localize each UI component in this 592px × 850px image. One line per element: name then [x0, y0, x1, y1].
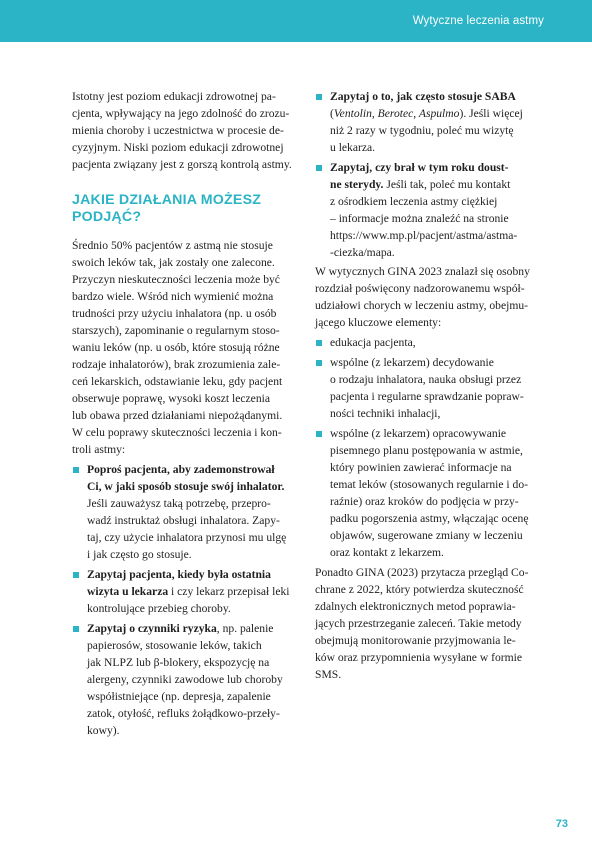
url-text: -ciezka/mapa. — [330, 246, 395, 259]
square-bullet-icon — [316, 94, 322, 100]
action-list — [72, 461, 296, 739]
text-line: obserwuje poprawę, wysoki koszt leczenia — [72, 392, 270, 405]
section-heading: JAKIE DZIAŁANIA MOŻESZ PODJĄĆ? — [72, 192, 262, 225]
square-bullet-icon — [316, 360, 322, 366]
text-line: ków oraz przypomnienia wysyłane w formie — [315, 651, 523, 664]
list-item: Zapytaj o to, jak często stosuje SABA (Ventolin, Berotec, Aspulmo). Jeśli więcej niż 2 razy w tygodniu, poleć mu wizytę u lekarza. — [315, 88, 543, 156]
text-line: Istotny jest poziom edukacji zdrowotnej pa- — [72, 90, 276, 103]
list-item: Zapytaj, czy brał w tym roku doust- ne sterydy. Jeśli tak, poleć mu kontakt z ośrodkiem leczenia astmy ciężkiej – informacje można znaleźć na stronie https://www.mp.pl/pacjent/astma/astma- -ciezka/mapa. — [315, 159, 543, 261]
text-line: zdalnych elektronicznych metod poprawia- — [315, 600, 516, 613]
right-column — [315, 88, 543, 683]
list-item: wspólne (z lekarzem) decydowanie o rodzaju inhalatora, nauka obsługi przez pacjenta i regularne sprawdzanie popraw- ności techniki inhalacji, — [315, 354, 543, 422]
text-line: obejmują monitorowanie przyjmowania le- — [315, 634, 516, 647]
text-line: Ponadto GINA (2023) przytacza przegląd Co- — [315, 566, 529, 579]
square-bullet-icon — [316, 431, 322, 437]
text-line: ceń lekarskich, odstawianie leku, gdy pacjent — [72, 375, 283, 388]
text-line: SMS. — [315, 668, 342, 681]
list-item: edukacja pacjenta, — [315, 334, 543, 351]
list-item: Zapytaj pacjenta, kiedy była ostatnia wizyta u lekarza i czy lekarz przepisał leki kontrolujące przebieg choroby. — [72, 566, 296, 617]
square-bullet-icon — [316, 340, 322, 346]
text-line: mienia choroby i uczestnictwa w procesie de- — [72, 124, 284, 137]
text-line: lub obawa przed działaniami niepożądanymi. — [72, 409, 283, 422]
body-paragraph — [72, 237, 296, 458]
text-line: Przyczyn nieskuteczności leczenia może być — [72, 273, 280, 286]
text-line: jących przestrzeganie zaleceń. Takie metody — [315, 617, 522, 630]
text-line: swoich leków tak, jak zostały one zalecone. — [72, 256, 275, 269]
text-line: rodzaje inhalatorów), brak zrozumienia zale- — [72, 358, 281, 371]
list-item: Zapytaj o czynniki ryzyka, np. palenie papierosów, stosowanie leków, takich jak NLPZ lub β-blokery, ekspozycję na alergeny, czynniki zawodowe lub choroby współistniejące (np. depresja, zapalenie zatok, otyłość, refluks żołądkowo-przeły- kowy). — [72, 620, 296, 739]
page-number: 73 — [555, 818, 568, 830]
gina-paragraph — [315, 263, 543, 331]
text-line: bardzo wiele. Wśród nich wymienić można — [72, 290, 274, 303]
running-header-title: Wytyczne leczenia astmy — [412, 15, 544, 27]
text-line: rozdział poświęcony nadzorowanemu współ- — [315, 282, 525, 295]
question-list — [315, 88, 543, 261]
square-bullet-icon — [316, 165, 322, 171]
square-bullet-icon — [73, 467, 79, 473]
square-bullet-icon — [73, 572, 79, 578]
text-line: waniu leków (np. u osób, które stosują różne — [72, 341, 280, 354]
list-item: wspólne (z lekarzem) opracowywanie pisemnego planu postępowania w astmie, który powinien zawierać informacje na temat leków (stosowanych regularnie i do- raźnie) oraz kroków do podjęcia w przy- padku pogorszenia astmy, włączając ocenę objawów, sugerowane zmiany w leczeniu oraz kontakt z lekarzem. — [315, 425, 543, 561]
text-line: cjenta, wpływający na jego zdolność do zrozu- — [72, 107, 290, 120]
closing-paragraph — [315, 564, 543, 683]
text-line: starszych), zapominanie o regularnym stoso- — [72, 324, 280, 337]
url-text: https://www.mp.pl/pacjent/astma/astma- — [330, 229, 518, 242]
text-line: jącego kluczowe elementy: — [315, 316, 442, 329]
list-item: Poproś pacjenta, aby zademonstrował Ci, w jaki sposób stosuje swój inhalator. Jeśli zauważysz taką potrzebę, przepro- wadź instruktaż obsługi inhalatora. Zapy- taj, czy użycie inhalatora przynosi mu ulgę i jak często go stosuje. — [72, 461, 296, 563]
elements-list — [315, 334, 543, 561]
text-line: trudności przy użyciu inhalatora (np. u osób — [72, 307, 277, 320]
left-column — [72, 88, 296, 739]
square-bullet-icon — [73, 626, 79, 632]
text-line: pacjenta związany jest z gorszą kontrolą astmy. — [72, 158, 292, 171]
text-line: troli astmy: — [72, 443, 126, 456]
text-line: chrane z 2022, który potwierdza skuteczność — [315, 583, 524, 596]
text-line: cyzyjnym. Niski poziom edukacji zdrowotnej — [72, 141, 284, 154]
text-line: udziałowi chorych w leczeniu astmy, obejmu- — [315, 299, 529, 312]
text-line: Średnio 50% pacjentów z astmą nie stosuje — [72, 239, 273, 252]
intro-paragraph — [72, 88, 296, 173]
text-line: W celu poprawy skuteczności leczenia i kon- — [72, 426, 282, 439]
text-line: W wytycznych GINA 2023 znalazł się osobny — [315, 265, 530, 278]
